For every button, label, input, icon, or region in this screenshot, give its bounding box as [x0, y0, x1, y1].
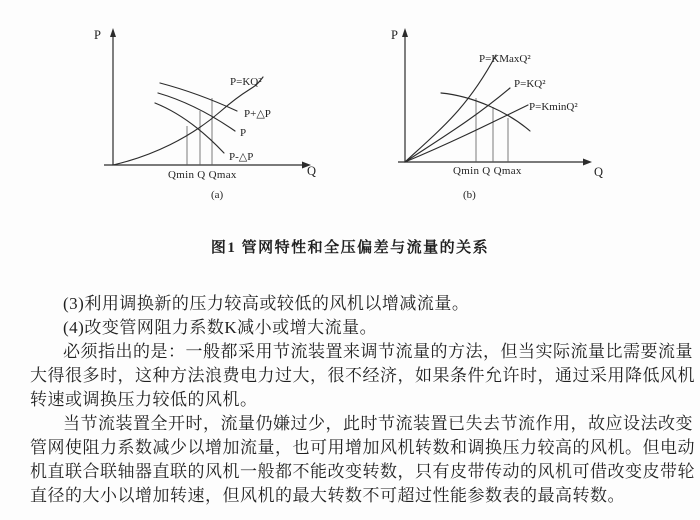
- figure-panel-b: [378, 12, 633, 212]
- panel-tag: (a): [211, 189, 224, 201]
- y-axis-arrow-icon: [402, 28, 408, 37]
- curve-label-p-plus-dp: P+△P: [244, 108, 271, 120]
- body-line: 机直联合联轴器直联的风机一般都不能改变转数，只有皮带传动的风机可借改变皮带轮: [30, 462, 695, 481]
- body-text: [30, 292, 700, 508]
- body-line: (4)改变管网阻力系数K减小或增大流量。: [63, 318, 378, 337]
- body-line: 管网使阻力系数减少以增加流量，也可用增加风机转数和调换压力较高的风机。但电动: [30, 438, 695, 457]
- x-axis-label: Q: [594, 165, 604, 179]
- curve-label-k: P=KQ²: [514, 78, 546, 90]
- y-axis-arrow-icon: [110, 28, 116, 37]
- figure-panel-a: [80, 12, 335, 212]
- body-line: 转速或调换压力较低的风机。: [30, 390, 258, 409]
- figure-caption: 图1 管网特性和全压偏差与流量的关系: [210, 240, 490, 256]
- curve-label-p: P: [240, 127, 247, 139]
- body-line: 直径的大小以增加转速，但风机的最大转数不可超过性能参数表的最高转数。: [30, 486, 625, 505]
- y-axis-label: P: [391, 28, 398, 42]
- fan-curve-p-minus-dp: [155, 103, 224, 153]
- y-axis-label: P: [94, 28, 101, 42]
- x-axis-arrow-icon: [583, 159, 592, 166]
- fan-curve-p: [158, 93, 235, 131]
- body-line: (3)利用调换新的压力较高或较低的风机以增减流量。: [63, 294, 470, 313]
- curve-label-kmin: P=KminQ²: [529, 101, 578, 113]
- system-curve-kmin: [405, 105, 528, 162]
- panel-tag: (b): [463, 189, 476, 201]
- curve-label-system: P=KQ²: [230, 76, 262, 88]
- body-line: 必须指出的是：一般都采用节流装置来调节流量的方法，但当实际流量比需要流量: [63, 342, 693, 361]
- body-line: 当节流装置全开时，流量仍嫌过少，此时节流装置已失去节流作用，故应设法改变: [63, 414, 693, 433]
- x-axis-label: Q: [307, 164, 317, 178]
- curve-label-p-minus-dp: P-△P: [229, 151, 254, 163]
- system-curve-k: [405, 88, 510, 162]
- x-tick-labels: Qmin Q Qmax: [168, 169, 237, 181]
- x-tick-labels: Qmin Q Qmax: [453, 165, 522, 177]
- system-curve-kmax: [405, 55, 496, 162]
- curve-label-kmax: P=KMaxQ²: [479, 53, 531, 65]
- body-line: 大得很多时，这种方法浪费电力过大，很不经济，如果条件允许时，通过采用降低风机: [30, 366, 695, 385]
